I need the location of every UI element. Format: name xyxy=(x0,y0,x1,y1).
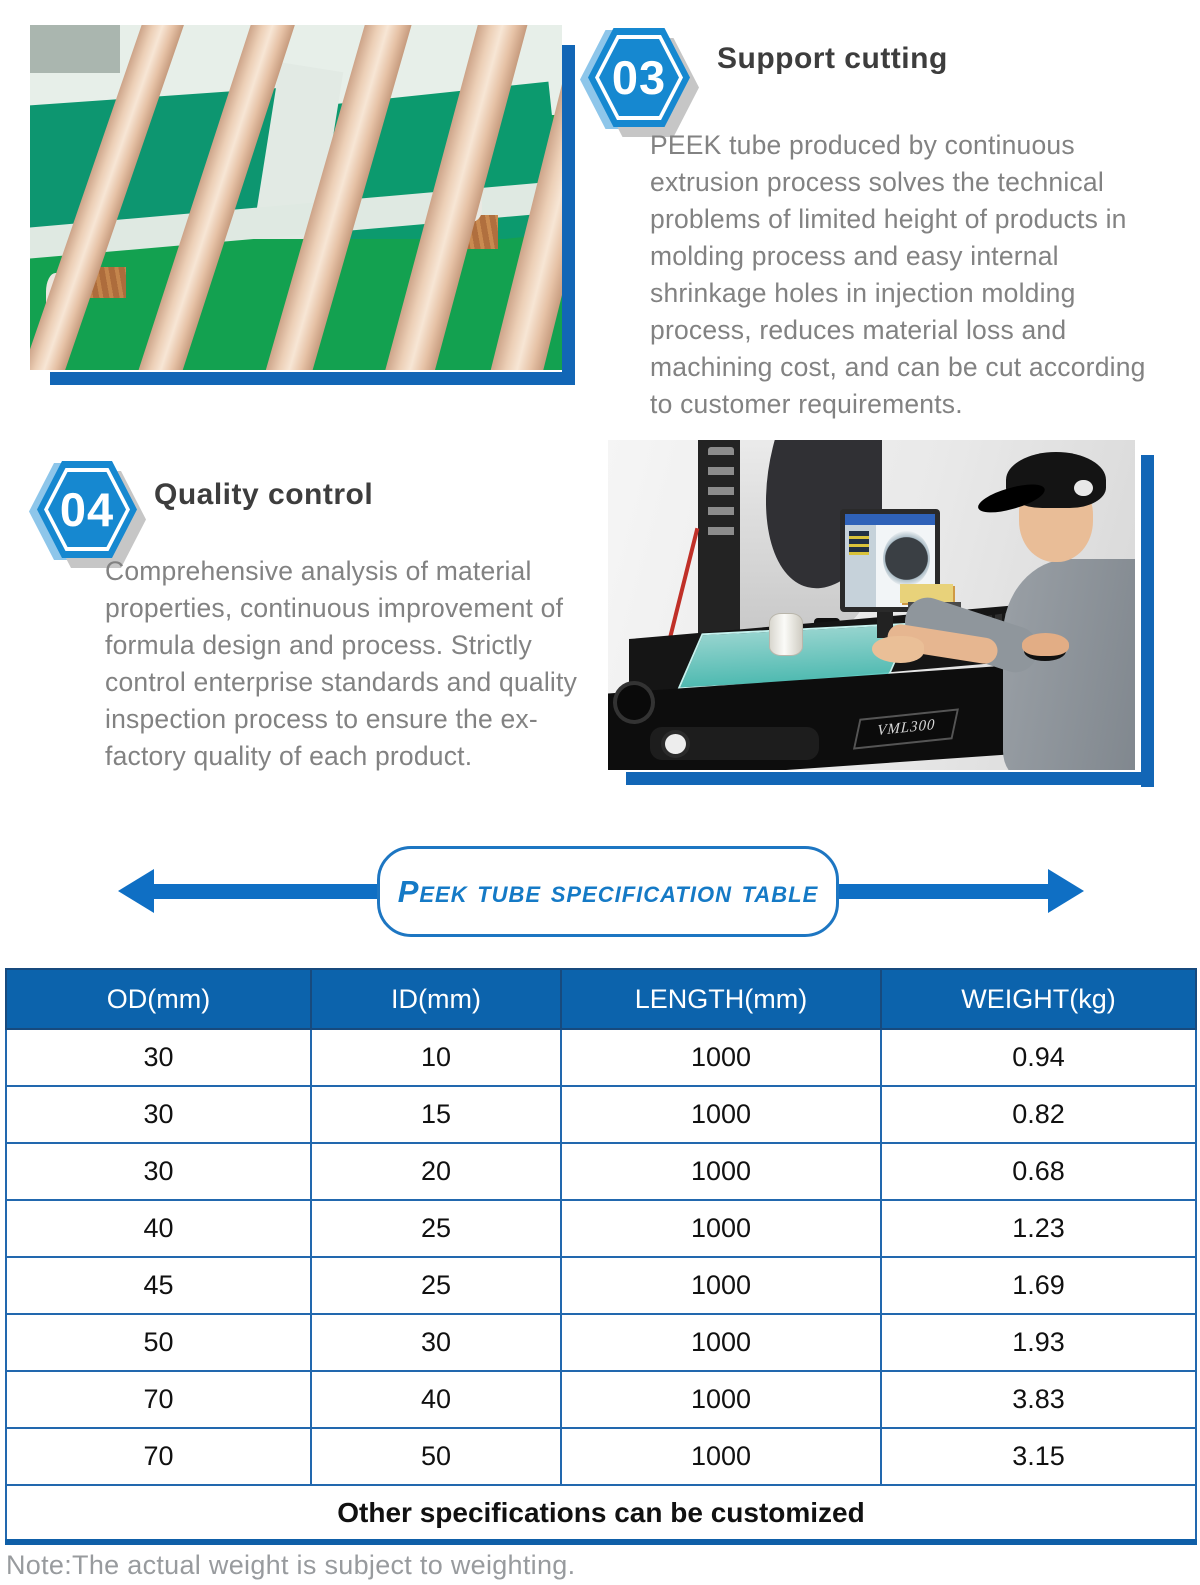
specification-table xyxy=(5,968,1197,1545)
cell-weight: 0.94 xyxy=(881,1029,1196,1086)
cell-id: 20 xyxy=(311,1143,561,1200)
column-header-id: ID(mm) xyxy=(311,969,561,1029)
cell-weight: 1.23 xyxy=(881,1200,1196,1257)
weight-note: Note:The actual weight is subject to weighting. xyxy=(6,1550,576,1580)
handwheel xyxy=(613,681,655,724)
machine-knob xyxy=(661,730,690,758)
cell-weight: 0.82 xyxy=(881,1086,1196,1143)
step-badge-03 xyxy=(588,28,690,127)
section-banner-title: Peek tube specification table xyxy=(397,873,819,909)
cell-length: 1000 xyxy=(561,1029,881,1086)
cell-od: 40 xyxy=(6,1200,311,1257)
photo-accent-bar xyxy=(1141,455,1154,787)
table-row xyxy=(6,1200,1196,1257)
tubes-photo xyxy=(30,25,562,370)
table-header-row xyxy=(6,969,1196,1029)
cell-id: 50 xyxy=(311,1428,561,1485)
step-title: Support cutting xyxy=(717,42,948,75)
quality-control-photo xyxy=(608,440,1135,770)
photo-accent-bar xyxy=(626,772,1154,785)
step-number: 04 xyxy=(59,483,115,536)
sample-part xyxy=(769,613,803,656)
column-header-weight: WEIGHT(kg) xyxy=(881,969,1196,1029)
cell-od: 30 xyxy=(6,1029,311,1086)
cell-id: 30 xyxy=(311,1314,561,1371)
cell-weight: 3.15 xyxy=(881,1428,1196,1485)
cell-length: 1000 xyxy=(561,1371,881,1428)
screen-readout xyxy=(849,531,869,555)
column-header-length: LENGTH(mm) xyxy=(561,969,881,1029)
table-row xyxy=(6,1029,1196,1086)
cell-length: 1000 xyxy=(561,1086,881,1143)
table-row xyxy=(6,1143,1196,1200)
table-row xyxy=(6,1257,1196,1314)
photo-accent-bar xyxy=(562,45,575,385)
table-row xyxy=(6,1086,1196,1143)
cell-length: 1000 xyxy=(561,1314,881,1371)
cell-od: 30 xyxy=(6,1086,311,1143)
right-arrow-icon xyxy=(1048,869,1084,913)
customization-note: Other specifications can be customized xyxy=(6,1485,1196,1542)
cell-id: 25 xyxy=(311,1257,561,1314)
cell-length: 1000 xyxy=(561,1143,881,1200)
step-number: 03 xyxy=(611,51,667,104)
cell-length: 1000 xyxy=(561,1200,881,1257)
cell-id: 15 xyxy=(311,1086,561,1143)
step-description: Comprehensive analysis of material properties, continuous improvement of formula design and process. Strictly control enterprise standards and quality inspection process to ensure the ex-factory quality of each product. xyxy=(105,556,578,771)
cell-length: 1000 xyxy=(561,1257,881,1314)
step-badge-04 xyxy=(37,461,137,558)
cell-weight: 1.69 xyxy=(881,1257,1196,1314)
measured-circle xyxy=(883,531,930,586)
cap-logo xyxy=(1074,480,1092,497)
table-footer-row xyxy=(6,1485,1196,1542)
cell-id: 40 xyxy=(311,1371,561,1428)
cell-weight: 3.83 xyxy=(881,1371,1196,1428)
photo-accent-bar xyxy=(50,372,575,385)
cell-weight: 1.93 xyxy=(881,1314,1196,1371)
machine-model-label: VML300 xyxy=(876,717,936,740)
cell-od: 45 xyxy=(6,1257,311,1314)
cell-length: 1000 xyxy=(561,1428,881,1485)
cell-od: 70 xyxy=(6,1428,311,1485)
screen-titlebar xyxy=(845,514,935,525)
cell-id: 10 xyxy=(311,1029,561,1086)
cell-weight: 0.68 xyxy=(881,1143,1196,1200)
cell-od: 30 xyxy=(6,1143,311,1200)
machine-buttons xyxy=(708,447,734,546)
left-arrow-shaft xyxy=(150,884,382,899)
section-banner xyxy=(377,846,839,937)
machine-corner xyxy=(30,25,120,73)
column-header-od: OD(mm) xyxy=(6,969,311,1029)
right-arrow-shaft xyxy=(834,884,1050,899)
technician-hand xyxy=(872,636,925,662)
step-title: Quality control xyxy=(154,478,374,511)
cell-od: 50 xyxy=(6,1314,311,1371)
step-description: PEEK tube produced by continuous extrusion process solves the technical problems of limited height of products in molding process and easy internal shrinkage holes in injection molding process, reduces material loss and machining cost, and can be cut according to customer requirements. xyxy=(650,130,1146,419)
left-arrow-icon xyxy=(118,869,154,913)
table-row xyxy=(6,1428,1196,1485)
cell-od: 70 xyxy=(6,1371,311,1428)
cell-id: 25 xyxy=(311,1200,561,1257)
technician-hand xyxy=(1022,633,1069,656)
table-row xyxy=(6,1371,1196,1428)
table-row xyxy=(6,1314,1196,1371)
